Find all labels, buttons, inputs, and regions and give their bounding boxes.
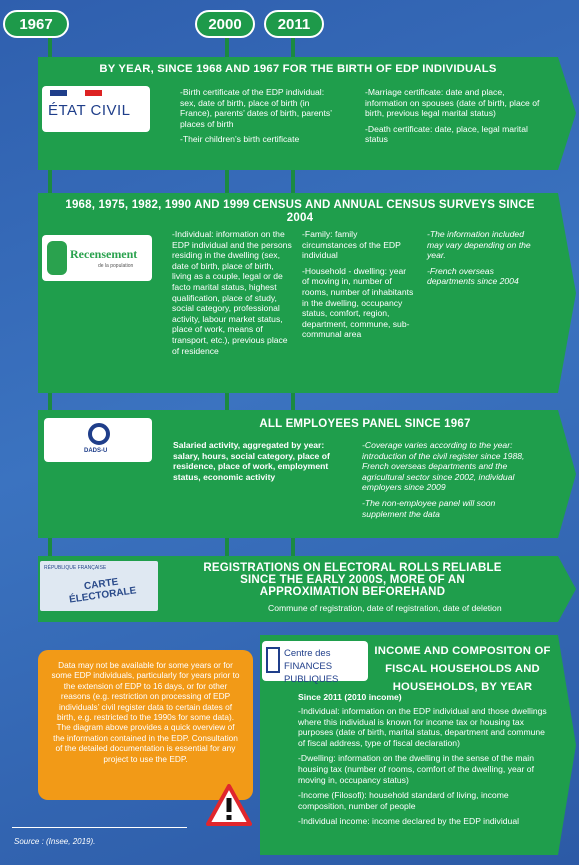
carte-electorale-image (40, 561, 158, 611)
warning-icon (206, 784, 252, 826)
etat-civil-logo-text: ÉTAT CIVIL (48, 102, 131, 119)
dads-logo (44, 418, 152, 462)
section-title: INCOME AND COMPOSITON OF FISCAL HOUSEHOLDS AND HOUSEHOLDS, BY YEAR (374, 645, 551, 693)
section-col-1 (298, 706, 553, 832)
section-arrow (558, 193, 576, 393)
section-col-1 (268, 603, 558, 619)
text-item: -Individual: information on the EDP individual and the persons residing in the dwelling (sex, date of birth, place of birth, living as a couple, legal or de facto marital status, highest qualification, place of study, social category, professional activity, labour market status, place of work, means of transport, etc.), previous place of residence (172, 229, 292, 356)
text-item: -Death certificate: date, place, legal marital status (365, 123, 528, 145)
text-item: Salaried activity, aggregated by year: salary, hours, social category, place of residence, place of work, employment status, economic activity (173, 440, 330, 482)
dads-icon (88, 423, 110, 445)
dads-logo-text: DADS-U (84, 448, 108, 454)
carte-electorale-text: CARTE ÉLECTORALE (68, 576, 137, 606)
text-item: -Individual: information on the EDP individual and those dwellings where this individual is known for income tax or housing tax purposes (date of birth, marital status, department and commune of fiscal address, type of fiscal declaration) (298, 706, 547, 748)
text-item: -Coverage varies according to the year: introduction of the civil register since 1988, French overseas departments and the agricultural sector since 2002, individual employers since 2009 (362, 440, 525, 493)
recensement-logo (42, 235, 152, 281)
section-title: REGISTRATIONS ON ELECTORAL ROLLS RELIABLE SINCE THE EARLY 2000S, MORE OF AN APPROXIMATION BEFOREHAND (203, 562, 502, 598)
text-item: -Their children’s birth certificate (180, 134, 300, 145)
text-item: -The information included may vary depending on the year. (427, 229, 531, 261)
section-since: Since 2011 (2010 income) (298, 692, 402, 702)
text-item: Commune of registration, date of registration, date of deletion (268, 603, 502, 613)
source-divider (12, 827, 187, 828)
section-col-1 (173, 440, 333, 487)
text-item: -Marriage certificate: date and place, information on spouses (date of birth, place of birth, previous legal marital status) (365, 87, 540, 119)
tricolor-flag-icon (50, 90, 102, 96)
section-title: BY YEAR, SINCE 1968 AND 1967 FOR THE BIRTH OF EDP INDIVIDUALS (99, 63, 497, 75)
people-icon (47, 241, 67, 275)
section-arrow (558, 556, 576, 622)
section-col-3 (427, 229, 542, 292)
year-2000: 2000 (195, 10, 255, 38)
section-arrow (558, 635, 576, 855)
text-item: -French overseas departments since 2004 (427, 265, 519, 287)
text-item: -Income (Filosofi): household standard of living, income composition, number of people (298, 790, 509, 811)
section-arrow (558, 410, 576, 538)
source-text: Source : (Insee, 2019). (14, 837, 96, 846)
section-col-1 (180, 87, 340, 150)
year-1967: 1967 (3, 10, 69, 38)
text-item: -Individual income: income declared by the EDP individual (298, 816, 520, 827)
year-2011: 2011 (264, 10, 324, 38)
etat-civil-logo (42, 86, 150, 132)
carte-electorale-top: RÉPUBLIQUE FRANÇAISE (44, 565, 107, 571)
section-title: 1968, 1975, 1982, 1990 AND 1999 CENSUS AND ANNUAL CENSUS SURVEYS SINCE 2004 (65, 199, 535, 224)
building-icon (266, 647, 280, 673)
recensement-logo-sub: de la population (98, 263, 134, 269)
text-item: -Birth certificate of the EDP individual: sex, date of birth, place of birth (in France), parents’ dates of birth, parents’ places of birth (180, 87, 332, 129)
section-title: ALL EMPLOYEES PANEL SINCE 1967 (259, 418, 471, 430)
section-col-2 (362, 440, 527, 524)
section-col-1 (172, 229, 294, 361)
text-item: -Family: family circumstances of the EDP individual (302, 229, 401, 261)
text-item: -Dwelling: information on the dwelling in the sense of the main housing tax (number of rooms, comfort of the dwelling, year of moving in, occupancy status) (298, 753, 534, 785)
section-col-2 (365, 87, 545, 150)
text-item: -Household - dwelling: year of moving in, number of rooms, number of inhabitants in the dwelling, occupancy status, comfort, region, department, commune, sub-communal area (302, 265, 414, 340)
section-arrow (558, 57, 576, 170)
finances-publiques-logo (262, 641, 368, 685)
text-item: -The non-employee panel will soon supplement the data (362, 497, 496, 519)
recensement-logo-text: Recensement (70, 247, 138, 261)
finances-logo-text: Centre des FINANCES PUBLIQUES (284, 648, 339, 685)
section-col-2 (302, 229, 414, 345)
warning-note: Data may not be available for some years or for some EDP individuals, particularly for years prior to the extension of EDP to 16 days, or for other reasons (e.g. restriction on processing of EDP individuals’ civil register data to certain dates of birth, e.g. restricted to the 1990s for some data). The diagram above provides a quick overview of the information contained in the EDP. Consultation of the detailed documentation is essential for any project to use the EDP. (38, 650, 253, 800)
